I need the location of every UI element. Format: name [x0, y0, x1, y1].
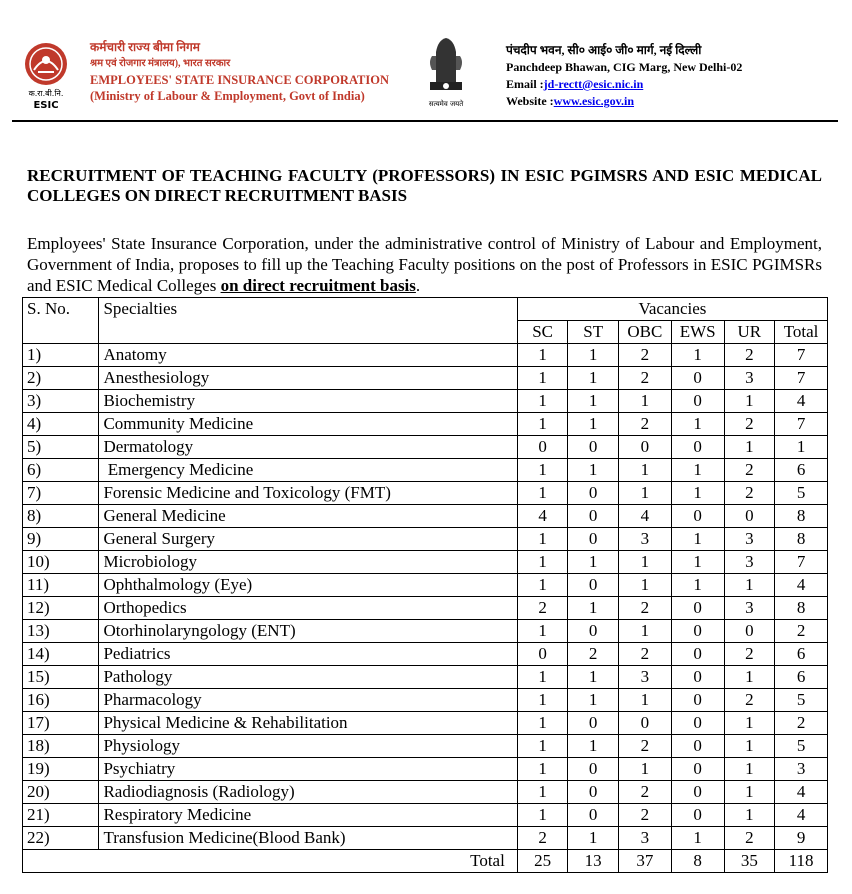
- cell-sc: 0: [517, 436, 568, 459]
- cell-ews: 0: [671, 712, 724, 735]
- cell-total: 4: [775, 574, 828, 597]
- cell-sno: 17): [23, 712, 99, 735]
- cell-ur: 1: [724, 666, 775, 689]
- cell-total: 8: [775, 528, 828, 551]
- cell-ews: 1: [671, 459, 724, 482]
- cell-obc: 2: [618, 781, 671, 804]
- cell-st: 0: [568, 574, 619, 597]
- vacancies-table-body: [23, 344, 828, 850]
- cell-st: 1: [568, 390, 619, 413]
- cell-sc: 1: [517, 620, 568, 643]
- cell-total: 5: [775, 689, 828, 712]
- cell-st: 0: [568, 482, 619, 505]
- table-row: [23, 574, 828, 597]
- cell-sc: 1: [517, 459, 568, 482]
- cell-total: 8: [775, 505, 828, 528]
- cell-sno: 20): [23, 781, 99, 804]
- cell-sno: 5): [23, 436, 99, 459]
- email-label: Email :: [506, 77, 544, 91]
- cell-sc: 2: [517, 597, 568, 620]
- cell-specialty: Anatomy: [99, 344, 517, 367]
- cell-sc: 0: [517, 643, 568, 666]
- cell-obc: 3: [618, 528, 671, 551]
- ministry-english: (Ministry of Labour & Employment, Govt of India): [90, 89, 365, 103]
- intro-end: .: [415, 276, 421, 295]
- cell-ews: 1: [671, 827, 724, 850]
- cell-obc: 1: [618, 758, 671, 781]
- cell-ews: 1: [671, 344, 724, 367]
- cell-ur: 3: [724, 528, 775, 551]
- total-st: 13: [568, 850, 619, 873]
- cell-sno: 22): [23, 827, 99, 850]
- header-ews: EWS: [671, 321, 724, 344]
- cell-ur: 1: [724, 804, 775, 827]
- cell-total: 5: [775, 735, 828, 758]
- cell-obc: 2: [618, 367, 671, 390]
- header-ur: UR: [724, 321, 775, 344]
- cell-ews: 0: [671, 804, 724, 827]
- cell-ur: 2: [724, 689, 775, 712]
- cell-ur: 1: [724, 390, 775, 413]
- cell-ur: 1: [724, 735, 775, 758]
- cell-ews: 1: [671, 528, 724, 551]
- cell-st: 1: [568, 666, 619, 689]
- header-vacancies: Vacancies: [517, 298, 827, 321]
- cell-total: 9: [775, 827, 828, 850]
- org-name-english: EMPLOYEES' STATE INSURANCE CORPORATION: [90, 73, 389, 87]
- cell-ews: 0: [671, 620, 724, 643]
- cell-total: 6: [775, 643, 828, 666]
- cell-sno: 21): [23, 804, 99, 827]
- org-name-block: [90, 38, 389, 104]
- website-link[interactable]: www.esic.gov.in: [553, 94, 635, 108]
- table-row: [23, 390, 828, 413]
- cell-obc: 4: [618, 505, 671, 528]
- header-obc: OBC: [618, 321, 671, 344]
- cell-specialty: Ophthalmology (Eye): [99, 574, 517, 597]
- table-row: [23, 689, 828, 712]
- table-row: [23, 459, 828, 482]
- contact-block: [506, 42, 742, 110]
- cell-specialty: Psychiatry: [99, 758, 517, 781]
- cell-obc: 0: [618, 436, 671, 459]
- cell-st: 1: [568, 367, 619, 390]
- totals-label: Total: [23, 850, 518, 873]
- emblem-motto: सत्यमेव जयते: [428, 100, 464, 108]
- cell-st: 1: [568, 597, 619, 620]
- cell-obc: 2: [618, 643, 671, 666]
- cell-total: 8: [775, 597, 828, 620]
- cell-ur: 1: [724, 712, 775, 735]
- cell-ur: 1: [724, 781, 775, 804]
- cell-ur: 1: [724, 574, 775, 597]
- cell-st: 1: [568, 735, 619, 758]
- cell-sc: 1: [517, 528, 568, 551]
- cell-obc: 1: [618, 459, 671, 482]
- cell-sno: 7): [23, 482, 99, 505]
- cell-ur: 1: [724, 758, 775, 781]
- total-all: 118: [775, 850, 828, 873]
- header-specialties: Specialties: [99, 298, 517, 344]
- cell-obc: 2: [618, 804, 671, 827]
- header-total: Total: [775, 321, 828, 344]
- email-link[interactable]: jd-rectt@esic.nic.in: [543, 77, 644, 91]
- cell-st: 1: [568, 344, 619, 367]
- cell-ews: 0: [671, 666, 724, 689]
- cell-ur: 3: [724, 551, 775, 574]
- cell-ur: 3: [724, 597, 775, 620]
- table-row: [23, 413, 828, 436]
- header-sno: S. No.: [23, 298, 99, 344]
- cell-st: 0: [568, 528, 619, 551]
- cell-ur: 2: [724, 482, 775, 505]
- cell-ews: 1: [671, 551, 724, 574]
- cell-obc: 2: [618, 597, 671, 620]
- cell-st: 1: [568, 827, 619, 850]
- intro-emphasis: on direct recruitment basis: [220, 276, 416, 295]
- cell-st: 1: [568, 689, 619, 712]
- cell-sno: 15): [23, 666, 99, 689]
- table-row: [23, 551, 828, 574]
- table-row: [23, 482, 828, 505]
- total-obc: 37: [618, 850, 671, 873]
- cell-sc: 1: [517, 574, 568, 597]
- esic-logo-icon: [20, 40, 72, 112]
- cell-sno: 18): [23, 735, 99, 758]
- cell-ur: 2: [724, 413, 775, 436]
- table-row: [23, 735, 828, 758]
- cell-specialty: Pathology: [99, 666, 517, 689]
- cell-total: 1: [775, 436, 828, 459]
- cell-sno: 2): [23, 367, 99, 390]
- cell-obc: 1: [618, 689, 671, 712]
- cell-specialty: Dermatology: [99, 436, 517, 459]
- cell-ur: 2: [724, 643, 775, 666]
- cell-ur: 2: [724, 827, 775, 850]
- cell-obc: 1: [618, 551, 671, 574]
- cell-sc: 1: [517, 367, 568, 390]
- cell-total: 2: [775, 712, 828, 735]
- intro-paragraph: [27, 233, 822, 296]
- intro-text: Employees' State Insurance Corporation, under the administrative control of Ministry of Labour and Employment, Government of India, proposes to fill up the Teaching Faculty positions on the post of Professors in ESIC PGIMSRs and ESIC Medical Colleges: [27, 234, 822, 295]
- cell-specialty: Forensic Medicine and Toxicology (FMT): [99, 482, 517, 505]
- table-row: [23, 597, 828, 620]
- cell-obc: 0: [618, 712, 671, 735]
- cell-specialty: Physiology: [99, 735, 517, 758]
- cell-total: 7: [775, 367, 828, 390]
- cell-specialty: Biochemistry: [99, 390, 517, 413]
- cell-obc: 2: [618, 413, 671, 436]
- website-label: Website :: [506, 94, 554, 108]
- cell-ews: 0: [671, 367, 724, 390]
- cell-sno: 4): [23, 413, 99, 436]
- cell-specialty: Respiratory Medicine: [99, 804, 517, 827]
- table-row: [23, 781, 828, 804]
- cell-total: 6: [775, 459, 828, 482]
- cell-st: 0: [568, 436, 619, 459]
- cell-st: 1: [568, 413, 619, 436]
- cell-specialty: Orthopedics: [99, 597, 517, 620]
- cell-total: 4: [775, 781, 828, 804]
- cell-sc: 2: [517, 827, 568, 850]
- cell-ews: 0: [671, 505, 724, 528]
- total-ur: 35: [724, 850, 775, 873]
- cell-total: 2: [775, 620, 828, 643]
- table-row: [23, 505, 828, 528]
- address-english: Panchdeep Bhawan, CIG Marg, New Delhi-02: [506, 60, 743, 74]
- cell-ur: 2: [724, 344, 775, 367]
- totals-row: [23, 850, 828, 873]
- cell-ews: 1: [671, 413, 724, 436]
- cell-ur: 3: [724, 367, 775, 390]
- ministry-hindi: श्रम एवं रोजगार मंत्रालय), भारत सरकार: [90, 58, 231, 69]
- cell-specialty: Pharmacology: [99, 689, 517, 712]
- cell-sc: 1: [517, 758, 568, 781]
- cell-sno: 12): [23, 597, 99, 620]
- cell-st: 0: [568, 781, 619, 804]
- cell-total: 5: [775, 482, 828, 505]
- table-row: [23, 804, 828, 827]
- cell-obc: 1: [618, 620, 671, 643]
- table-row: [23, 643, 828, 666]
- cell-sc: 1: [517, 482, 568, 505]
- cell-specialty: Radiodiagnosis (Radiology): [99, 781, 517, 804]
- cell-total: 7: [775, 344, 828, 367]
- cell-st: 0: [568, 712, 619, 735]
- cell-ur: 0: [724, 620, 775, 643]
- cell-ews: 0: [671, 689, 724, 712]
- cell-ur: 2: [724, 459, 775, 482]
- letterhead-divider: [12, 120, 838, 122]
- cell-obc: 1: [618, 390, 671, 413]
- cell-specialty: Physical Medicine & Rehabilitation: [99, 712, 517, 735]
- logo-text-english: ESIC: [33, 100, 59, 111]
- cell-sc: 1: [517, 413, 568, 436]
- cell-specialty: General Surgery: [99, 528, 517, 551]
- cell-ews: 0: [671, 597, 724, 620]
- table-row: [23, 436, 828, 459]
- cell-sc: 1: [517, 666, 568, 689]
- cell-sno: 11): [23, 574, 99, 597]
- table-row: [23, 620, 828, 643]
- cell-sno: 16): [23, 689, 99, 712]
- cell-st: 0: [568, 758, 619, 781]
- cell-sc: 1: [517, 551, 568, 574]
- logo-text-hindi: क.रा.बी.नि.: [28, 89, 64, 98]
- header-st: ST: [568, 321, 619, 344]
- table-row: [23, 712, 828, 735]
- cell-specialty: Anesthesiology: [99, 367, 517, 390]
- cell-specialty: General Medicine: [99, 505, 517, 528]
- cell-st: 1: [568, 459, 619, 482]
- table-row: [23, 827, 828, 850]
- cell-ews: 0: [671, 735, 724, 758]
- cell-specialty: Microbiology: [99, 551, 517, 574]
- cell-st: 0: [568, 804, 619, 827]
- email-line: [506, 76, 742, 93]
- cell-ur: 1: [724, 436, 775, 459]
- table-row: [23, 528, 828, 551]
- total-ews: 8: [671, 850, 724, 873]
- address-hindi: पंचदीप भवन, सी० आई० जी० मार्ग, नई दिल्ली: [506, 43, 702, 57]
- cell-st: 0: [568, 620, 619, 643]
- cell-sno: 6): [23, 459, 99, 482]
- cell-total: 4: [775, 804, 828, 827]
- cell-sc: 1: [517, 344, 568, 367]
- cell-obc: 2: [618, 735, 671, 758]
- cell-ews: 0: [671, 781, 724, 804]
- cell-ews: 0: [671, 390, 724, 413]
- cell-sno: 19): [23, 758, 99, 781]
- cell-total: 6: [775, 666, 828, 689]
- cell-specialty: Emergency Medicine: [99, 459, 517, 482]
- cell-sc: 1: [517, 804, 568, 827]
- cell-ews: 0: [671, 436, 724, 459]
- cell-sno: 8): [23, 505, 99, 528]
- cell-sno: 9): [23, 528, 99, 551]
- cell-st: 2: [568, 643, 619, 666]
- cell-specialty: Community Medicine: [99, 413, 517, 436]
- cell-ews: 1: [671, 482, 724, 505]
- cell-total: 3: [775, 758, 828, 781]
- cell-obc: 2: [618, 344, 671, 367]
- total-sc: 25: [517, 850, 568, 873]
- cell-sno: 3): [23, 390, 99, 413]
- cell-sno: 14): [23, 643, 99, 666]
- cell-total: 7: [775, 551, 828, 574]
- cell-sno: 10): [23, 551, 99, 574]
- cell-obc: 1: [618, 482, 671, 505]
- document-title: RECRUITMENT OF TEACHING FACULTY (PROFESSORS) IN ESIC PGIMSRS AND ESIC MEDICAL COLLEGES ON DIRECT RECRUITMENT BASIS: [27, 166, 822, 205]
- cell-sc: 1: [517, 689, 568, 712]
- cell-total: 4: [775, 390, 828, 413]
- cell-specialty: Transfusion Medicine(Blood Bank): [99, 827, 517, 850]
- table-row: [23, 666, 828, 689]
- cell-sno: 1): [23, 344, 99, 367]
- cell-specialty: Pediatrics: [99, 643, 517, 666]
- cell-ews: 0: [671, 643, 724, 666]
- letterhead: [0, 0, 852, 124]
- cell-sc: 1: [517, 735, 568, 758]
- table-row: [23, 344, 828, 367]
- cell-total: 7: [775, 413, 828, 436]
- vacancies-table: [22, 297, 828, 873]
- org-name-hindi: कर्मचारी राज्य बीमा निगम: [90, 40, 200, 54]
- cell-sc: 1: [517, 781, 568, 804]
- cell-obc: 1: [618, 574, 671, 597]
- cell-ur: 0: [724, 505, 775, 528]
- website-line: [506, 93, 742, 110]
- cell-sc: 1: [517, 712, 568, 735]
- cell-obc: 3: [618, 827, 671, 850]
- table-row: [23, 758, 828, 781]
- cell-ews: 0: [671, 758, 724, 781]
- cell-obc: 3: [618, 666, 671, 689]
- cell-ews: 1: [671, 574, 724, 597]
- cell-st: 1: [568, 551, 619, 574]
- cell-specialty: Otorhinolaryngology (ENT): [99, 620, 517, 643]
- cell-st: 0: [568, 505, 619, 528]
- national-emblem-icon: [418, 22, 474, 110]
- cell-sc: 1: [517, 390, 568, 413]
- table-row: [23, 367, 828, 390]
- cell-sc: 4: [517, 505, 568, 528]
- cell-sno: 13): [23, 620, 99, 643]
- header-sc: SC: [517, 321, 568, 344]
